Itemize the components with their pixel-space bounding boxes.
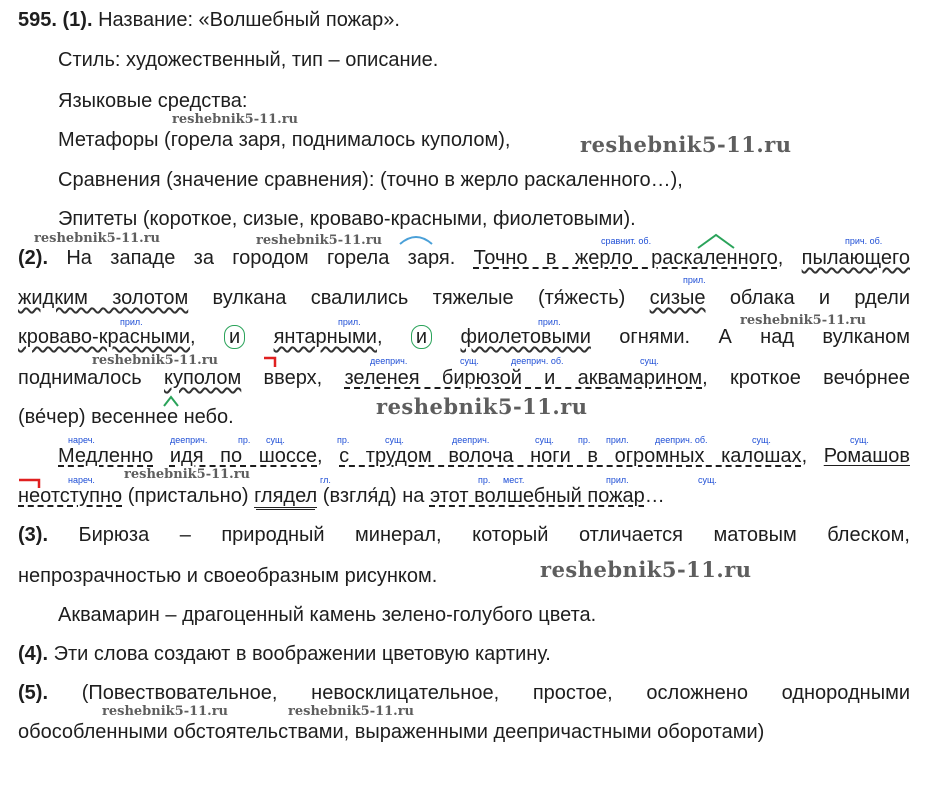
watermark: reshebnik5-11.ru <box>256 233 383 248</box>
annotation-pr: пр. <box>238 435 251 445</box>
conjunction-circled: и <box>224 325 245 349</box>
part-2-line-1 <box>18 246 910 270</box>
part-2-label: (2). <box>18 247 48 269</box>
text-segment: облака и рдели <box>729 287 911 309</box>
text-segment: вечо́рнее <box>823 367 910 389</box>
part-1-title: Название: «Волшебный пожар». <box>98 9 400 31</box>
annotation-sush: сущ. <box>535 435 554 445</box>
part-5-label: (5). <box>18 682 48 704</box>
epithets-line: Эпитеты (короткое, сизые, кроваво-красными, фиолетовыми). <box>58 208 636 230</box>
text-segment: поднималось <box>18 367 142 389</box>
annotation-sravnit-ob: сравнит. об. <box>601 236 652 246</box>
part-3-line-2: непрозрачностью и своеобразным рисунком. <box>18 565 438 587</box>
watermark: reshebnik5-11.ru <box>92 353 219 368</box>
part-2-line-7 <box>18 484 665 508</box>
definition-text: Бирюза – природный минерал, который отличается матовым блеском, <box>78 524 910 546</box>
part-4-label: (4). <box>18 643 48 665</box>
arc-mark <box>398 232 434 246</box>
subject-word: Ромашов <box>823 445 910 467</box>
part-5-line-2: обособленными обстоятельствами, выраженными деепричастными оборотами) <box>18 721 765 743</box>
watermark: reshebnik5-11.ru <box>580 132 792 157</box>
predicate-word: глядел <box>254 485 318 507</box>
annotation-prich-ob: прич. об. <box>845 236 883 246</box>
adverbial-phrase: зеленея бирюзой и аквамарином <box>344 367 703 389</box>
annotation-narech: нареч. <box>68 435 95 445</box>
annotation-pr: пр. <box>337 435 350 445</box>
watermark: reshebnik5-11.ru <box>172 112 299 127</box>
part-2-line-3 <box>18 325 910 349</box>
annotation-sush: сущ. <box>460 356 479 366</box>
annotation-pr: пр. <box>578 435 591 445</box>
annotation-pril: прил. <box>606 435 629 445</box>
text-segment: , кроткое <box>702 367 801 389</box>
annotation-pril: прил. <box>338 317 361 327</box>
part-4-line <box>18 642 551 666</box>
annotation-sush: сущ. <box>266 435 285 445</box>
watermark: reshebnik5-11.ru <box>540 557 752 582</box>
text-segment: , <box>190 326 196 348</box>
part-5-line-1 <box>18 681 910 705</box>
text-segment: На западе за городом горела заря. <box>66 247 456 269</box>
homogeneous-word: кроваво-красными <box>18 326 191 348</box>
homogeneous-word: фиолетовыми <box>460 326 591 348</box>
annotation-pril: прил. <box>538 317 561 327</box>
epithet-word: сизые <box>649 287 706 309</box>
comparative-phrase: Точно в жерло раскаленного <box>473 247 778 269</box>
part-3-line-1 <box>18 523 910 547</box>
annotation-sush: сущ. <box>640 356 659 366</box>
annotation-sush: сущ. <box>752 435 771 445</box>
watermark: reshebnik5-11.ru <box>124 467 251 482</box>
annotation-sush: сущ. <box>698 475 717 485</box>
watermark: reshebnik5-11.ru <box>376 394 588 419</box>
comparisons-line: Сравнения (значение сравнения): (точно в жерло раскаленного…), <box>58 169 683 191</box>
part-2-line-5 <box>18 405 234 429</box>
text-segment: весеннее небо. <box>91 406 234 428</box>
annotation-deeprich: дееприч. <box>170 435 208 445</box>
adverbial-phrase: идя по шоссе <box>169 445 317 467</box>
task-heading-line <box>18 8 400 32</box>
metaphor-word: куполом <box>164 367 242 389</box>
watermark: reshebnik5-11.ru <box>288 704 415 719</box>
text-segment: , <box>376 326 383 348</box>
annotation-mest: мест. <box>503 475 525 485</box>
annotation-deeprich: дееприч. <box>452 435 490 445</box>
part-2-line-2 <box>18 286 910 310</box>
text-segment: огнями. А над вулканом <box>619 326 911 348</box>
part-5-text: (Повествовательное, невосклицательное, простое, осложнено однородными <box>81 682 910 704</box>
part-3-label: (3). <box>18 524 48 546</box>
part-1-label: (1). <box>62 9 93 31</box>
text-segment: вверх, <box>263 367 323 389</box>
annotation-sush: сущ. <box>385 435 404 445</box>
means-label: Языковые средства: <box>58 90 248 112</box>
text-segment: (взгля́д) на <box>322 485 425 507</box>
annotation-pril: прил. <box>683 275 706 285</box>
participial-phrase: пылающего <box>801 247 910 269</box>
text-segment: , <box>801 445 808 467</box>
annotation-pril: прил. <box>606 475 629 485</box>
adverb-word: Медленно <box>58 445 154 467</box>
conjunction-circled: и <box>411 325 432 349</box>
watermark: reshebnik5-11.ru <box>34 231 161 246</box>
annotation-gl: гл. <box>320 475 331 485</box>
part-2-line-4 <box>18 366 910 390</box>
annotation-pril: прил. <box>120 317 143 327</box>
part-3-line-3: Аквамарин – драгоценный камень зелено-голубого цвета. <box>58 604 597 626</box>
annotation-deeprich-ob: дееприч. об. <box>511 356 564 366</box>
text-segment: , <box>317 445 323 467</box>
watermark: reshebnik5-11.ru <box>102 704 229 719</box>
annotation-pr: пр. <box>478 475 491 485</box>
text-segment: , <box>777 247 784 269</box>
part-2-line-6 <box>58 444 910 468</box>
adverb-word: неотступно <box>18 485 123 507</box>
annotation-deeprich: дееприч. <box>370 356 408 366</box>
object-phrase: этот волшебный пожар <box>429 485 645 507</box>
annotation-deeprich-ob: дееприч. об. <box>655 435 708 445</box>
watermark: reshebnik5-11.ru <box>740 313 867 328</box>
homogeneous-word: янтарными <box>273 326 377 348</box>
annotation-sush: сущ. <box>850 435 869 445</box>
text-segment: … <box>644 485 665 507</box>
annotation-narech: нареч. <box>68 475 95 485</box>
participial-phrase: жидким золотом <box>18 287 189 309</box>
metaphors-line: Метафоры (горела заря, поднималось куполом), <box>58 129 511 151</box>
adverbial-phrase: с трудом волоча ноги в огромных калошах <box>339 445 802 467</box>
task-number: 595. <box>18 9 57 31</box>
text-segment: (пристально) <box>127 485 249 507</box>
part-4-text: Эти слова создают в воображении цветовую картину. <box>53 643 551 665</box>
text-segment: (ве́чер) <box>18 406 86 428</box>
text-segment: вулкана свалились тяжелые (тя́жесть) <box>212 287 626 309</box>
style-line: Стиль: художественный, тип – описание. <box>58 49 439 71</box>
